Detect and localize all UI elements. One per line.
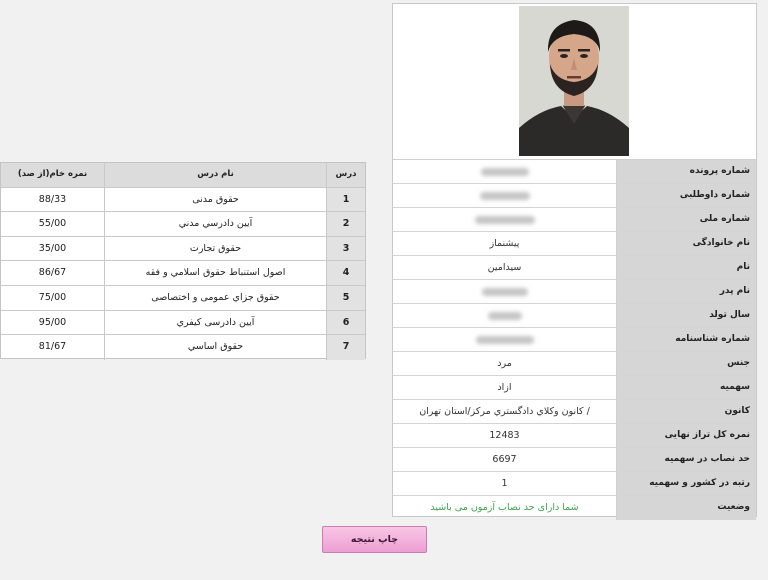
course-number-cell: 7 [327,335,365,360]
info-value: پیشنماز [393,232,617,255]
info-row-status [393,496,756,520]
status-message: شما دارای حد نصاب آزمون می باشید [393,496,617,520]
header-course-name: نام درس [105,163,327,187]
table-row [1,237,365,262]
info-value-redacted [393,280,617,303]
result-card [392,3,757,517]
table-row [1,261,365,286]
info-value-redacted [393,184,617,207]
info-label: جنس [617,352,756,375]
print-result-button[interactable]: چاپ نتیجه [322,526,427,553]
score-cell: 35/00 [1,237,105,261]
info-row-birth-year [393,304,756,328]
score-cell: 75/00 [1,286,105,310]
course-number-cell: 1 [327,188,365,212]
info-row-first-name [393,256,756,280]
course-number-cell: 4 [327,261,365,285]
course-name-cell: حقوق مدنی [105,188,327,212]
info-row-file-number [393,160,756,184]
info-value-redacted [393,328,617,351]
header-score: نمره خام(از صد) [1,163,105,187]
course-name-cell: اصول استنباط حقوق اسلامي و فقه [105,261,327,285]
score-cell: 55/00 [1,212,105,236]
course-number-cell: 2 [327,212,365,236]
info-row-rank [393,472,756,496]
course-name-cell: آیین دادرسي مدني [105,212,327,236]
course-number-cell: 5 [327,286,365,310]
info-value: سیدامین [393,256,617,279]
person-portrait-icon [519,6,629,156]
info-value-redacted [393,208,617,231]
info-row-last-name [393,232,756,256]
info-row-candidate-number [393,184,756,208]
score-cell: 95/00 [1,311,105,335]
grades-table [0,162,366,359]
info-row-national-id [393,208,756,232]
info-label: رتبه در کشور و سهمیه [617,472,756,495]
info-value-redacted [393,304,617,327]
info-label: کانون [617,400,756,423]
candidate-info-table [393,160,756,520]
course-name-cell: آیین دادرسی کیفري [105,311,327,335]
candidate-photo [519,6,629,156]
info-label: شماره ملی [617,208,756,231]
info-label: سال تولد [617,304,756,327]
table-row [1,311,365,336]
info-label: شماره پرونده [617,160,756,183]
score-cell: 81/67 [1,335,105,360]
info-row-gender [393,352,756,376]
info-value: 12483 [393,424,617,447]
info-label: سهمیه [617,376,756,399]
info-label: حد نصاب در سهمیه [617,448,756,471]
course-name-cell: حقوق اساسي [105,335,327,360]
info-value: مرد [393,352,617,375]
info-label: نام خانوادگی [617,232,756,255]
info-row-father-name [393,280,756,304]
info-row-bar-association [393,400,756,424]
info-label: شماره شناسنامه [617,328,756,351]
info-label: وضعیت [617,496,756,520]
photo-frame [393,4,756,160]
info-row-birth-certificate [393,328,756,352]
header-course-number: درس [327,163,365,187]
info-label: نمره کل تراز نهایی [617,424,756,447]
course-number-cell: 6 [327,311,365,335]
info-label: نام [617,256,756,279]
grades-header-row [1,163,365,188]
table-row [1,188,365,213]
info-value: ازاد [393,376,617,399]
score-cell: 86/67 [1,261,105,285]
info-label: نام پدر [617,280,756,303]
info-value: 6697 [393,448,617,471]
course-name-cell: حقوق جزاي عمومی و اختصاصی [105,286,327,310]
info-value-redacted [393,160,617,183]
score-cell: 88/33 [1,188,105,212]
table-row [1,212,365,237]
info-row-quota-threshold [393,448,756,472]
course-number-cell: 3 [327,237,365,261]
info-row-total-score [393,424,756,448]
table-row [1,286,365,311]
course-name-cell: حقوق تجارت [105,237,327,261]
info-value: / کانون وکلاي دادگستري مرکز/استان تهران [393,400,617,423]
info-value: 1 [393,472,617,495]
info-row-quota [393,376,756,400]
info-label: شماره داوطلبی [617,184,756,207]
table-row [1,335,365,360]
